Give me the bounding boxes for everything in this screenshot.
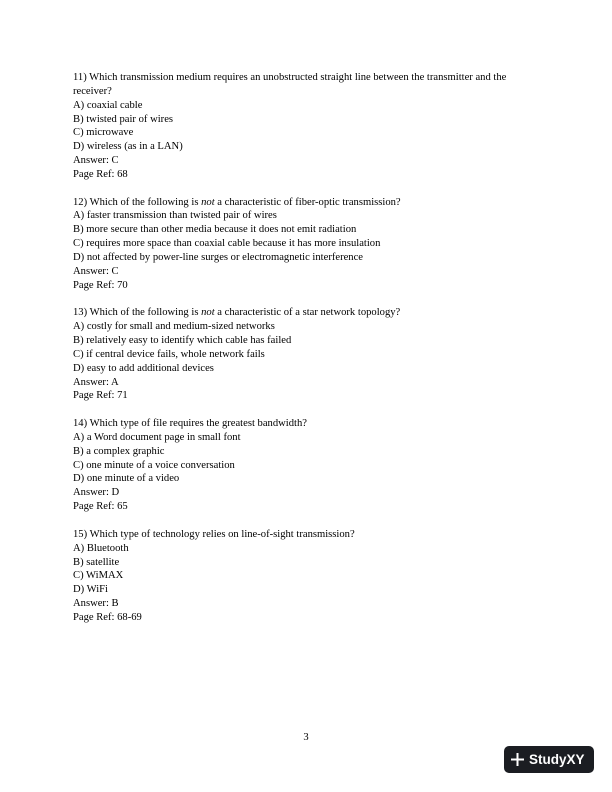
option-d: D) wireless (as in a LAN) — [73, 141, 183, 153]
answer: Answer: C — [73, 155, 119, 167]
question-15 — [73, 528, 543, 625]
option-c: C) requires more space than coaxial cable because it has more insulation — [73, 238, 381, 250]
question-11 — [73, 71, 543, 182]
answer: Answer: D — [73, 487, 120, 499]
option-a: A) costly for small and medium-sized networks — [73, 321, 275, 333]
question-stem: 15) Which type of technology relies on line-of-sight transmission? — [73, 528, 355, 540]
option-d: D) one minute of a video — [73, 473, 180, 485]
answer: Answer: C — [73, 265, 119, 277]
page-ref: Page Ref: 68 — [73, 168, 128, 180]
question-stem: 14) Which type of file requires the greatest bandwidth? — [73, 418, 307, 430]
option-b: B) satellite — [73, 556, 120, 568]
answer: Answer: A — [73, 376, 119, 388]
option-a: A) coaxial cable — [73, 99, 143, 111]
option-a: A) Bluetooth — [73, 542, 129, 554]
brand-name: Study — [529, 752, 567, 767]
option-d: D) not affected by power-line surges or electromagnetic interference — [73, 251, 364, 263]
page-ref: Page Ref: 70 — [73, 279, 128, 291]
stem-emphasis: not — [201, 307, 215, 319]
page-number: 3 — [303, 732, 309, 743]
page-ref: Page Ref: 71 — [73, 390, 128, 402]
option-b: B) more secure than other media because it does not emit radiation — [73, 224, 357, 236]
question-14 — [73, 417, 543, 514]
brand-accent: XY — [566, 752, 585, 767]
option-a: A) a Word document page in small font — [73, 431, 241, 443]
studyxy-badge[interactable] — [504, 746, 594, 773]
option-c: C) WiMAX — [73, 570, 124, 582]
page-ref: Page Ref: 65 — [73, 501, 128, 513]
option-d: D) WiFi — [73, 584, 108, 596]
option-d: D) easy to add additional devices — [73, 362, 214, 374]
option-c: C) one minute of a voice conversation — [73, 459, 235, 471]
stem-emphasis: not — [201, 196, 215, 208]
question-13 — [73, 306, 543, 403]
plus-icon — [511, 753, 524, 766]
stem-text: a characteristic of fiber-optic transmission? — [214, 196, 401, 208]
option-a: A) faster transmission than twisted pair of wires — [73, 210, 277, 222]
option-b: B) a complex graphic — [73, 445, 165, 457]
question-stem — [73, 306, 543, 320]
option-c: C) if central device fails, whole network fails — [73, 348, 265, 360]
answer: Answer: B — [73, 598, 119, 610]
stem-text: a characteristic of a star network topology? — [214, 307, 401, 319]
stem-text: 13) Which of the following is — [73, 307, 202, 319]
question-list — [73, 71, 543, 639]
option-c: C) microwave — [73, 127, 134, 139]
option-b: B) twisted pair of wires — [73, 113, 174, 125]
question-stem — [73, 196, 543, 210]
page-ref: Page Ref: 68-69 — [73, 611, 142, 623]
question-12 — [73, 196, 543, 293]
question-stem: 11) Which transmission medium requires an unobstructed straight line between the transmitter and the receiver? — [73, 72, 507, 97]
stem-text: 12) Which of the following is — [73, 196, 202, 208]
option-b: B) relatively easy to identify which cable has failed — [73, 335, 292, 347]
